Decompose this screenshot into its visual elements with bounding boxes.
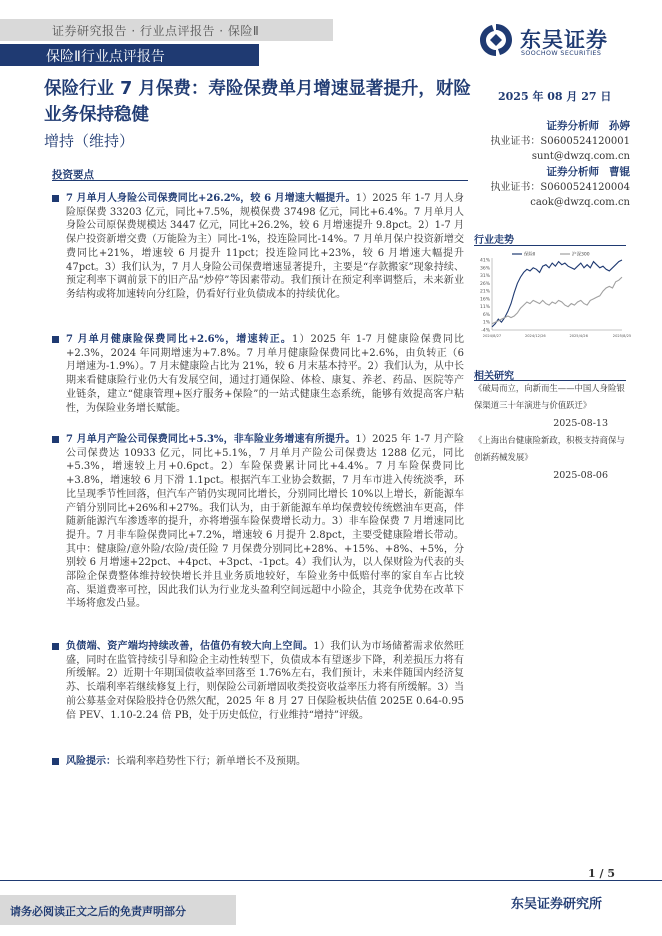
y-tick-label: 16%: [479, 297, 490, 303]
logo-text-en: SOOCHOW SECURITIES: [521, 50, 602, 57]
company-logo: [478, 22, 622, 58]
y-tick-label: 21%: [479, 289, 490, 295]
key-point: [52, 640, 464, 722]
related-report-date: 2025-08-13: [553, 418, 608, 429]
disclaimer: 请务必阅读正文之后的免责声明部分: [10, 905, 186, 918]
analyst-cert: 执业证书：S0600524120004: [490, 182, 630, 193]
key-point-lead: 7 月单月健康险保费同比+2.6%，增速转正。: [66, 334, 292, 345]
divider: [0, 880, 662, 881]
analyst-name: 曹锟: [609, 166, 630, 178]
legend-label: 沪深300: [572, 252, 590, 258]
analyst-role: 证券分析师 曹锟: [546, 166, 630, 178]
x-tick-label: 2025/8/25: [612, 334, 632, 338]
legend-label: 保险Ⅱ: [524, 252, 536, 258]
x-tick-label: 2025/4/26: [569, 334, 588, 338]
y-tick-label: -4%: [481, 328, 490, 334]
key-point-body: 1）2025 年 1-7 月人身险原保费 33203 亿元，同比+7.5%，规模保费 37498 亿元，同比+6.4%。7 月单月人身险公司原保费规模达 3447 亿元，同比+26.2%，较 6 月增速提升 9.8pct。2）1-7 月保户投资新增交费（万能险为主）同比-1%，投连险同比-14%。7 月单月保户投资新增交费同比+21%，增速较 6 月提升 11pct；投连险同比+23%，较 6 月增速大幅提升 47pct。3）我们认为，7 月人身险公司保费增速显著提升，主要是“存款搬家”现象持续、预定利率下调前景下的旧产品“炒停”等因素带动。我们预计在预定利率调整后，未来新业务结构或将加速转向分红险，仍看好行业负债成本的持续优化。: [66, 193, 464, 300]
key-point-lead: 7 月单月人身险公司保费同比+26.2%，较 6 月增速大幅提升。: [66, 193, 356, 204]
section-heading: 投资要点: [52, 169, 94, 181]
key-point-lead: 负债端、资产端均持续改善，估值仍有较大向上空间。: [66, 641, 314, 652]
risk-lead: 风险提示：: [66, 756, 116, 767]
page-number: 1 / 5: [588, 867, 615, 880]
x-tick-label: 2024/12/26: [524, 334, 546, 338]
report-type: 保险Ⅱ行业点评报告: [46, 49, 165, 65]
logo-mark-icon: [478, 22, 514, 58]
bullet-icon: [52, 758, 59, 765]
related-report-title[interactable]: 《上海出台健康险新政，积极支持商保与创新药械发展》: [474, 435, 625, 462]
logo-text: 东吴证券: [520, 28, 608, 52]
report-date: 2025 年 08 月 27 日: [498, 90, 612, 103]
bullet-icon: [52, 643, 59, 650]
analyst-role: 证券分析师 孙婷: [546, 120, 630, 132]
y-tick-label: 36%: [479, 266, 490, 272]
y-tick-label: 31%: [479, 274, 490, 280]
divider: [474, 245, 626, 246]
analyst-card: [480, 119, 630, 164]
y-tick-label: 41%: [479, 258, 490, 264]
analyst-email[interactable]: caok@dwzq.com.cn: [530, 197, 630, 208]
analyst-cert: 执业证书：S0600524120001: [490, 136, 630, 147]
bullet-icon: [52, 336, 59, 343]
risk-warning: [52, 755, 464, 769]
key-point-body: 1）2025 年 1-7 月健康险保费同比+2.3%，2024 年同期增速为+7.8%。7 月单月健康险保费同比+2.6%，由负转正（6 月增速为-1.9%）。7 月末健康险占比为 21%，较 6 月末基本持平。2）我们认为，从中长期来看健康险行业仍大有发展空间，通过打通保险、体检、康复、养老、药品、医院等产业链条，建立“健康管理+医疗服务+保险”的一站式健康生态系统，能够有效提高客户粘性，为保险业务增长赋能。: [66, 334, 465, 414]
bullet-icon: [52, 436, 59, 443]
trend-heading: 行业走势: [474, 235, 514, 246]
footer-org: 东吴证券研究所: [511, 897, 603, 912]
divider: [52, 180, 468, 181]
y-tick-label: 6%: [482, 312, 490, 318]
key-point: [52, 333, 464, 415]
industry-trend-chart: [474, 250, 632, 342]
y-tick-label: 26%: [479, 281, 490, 287]
key-point: [52, 433, 464, 611]
key-point: [52, 192, 464, 302]
y-tick-label: 1%: [482, 320, 490, 326]
breadcrumb-band: [0, 19, 333, 41]
related-report-title[interactable]: 《破局而立，向新而生——中国人身险银保渠道三十年演进与价值跃迁》: [474, 383, 625, 410]
disclaimer-band: [0, 895, 236, 925]
x-tick-label: 2024/8/27: [482, 334, 502, 338]
report-title: 保险行业 7 月保费：寿险保费单月增速显著提升，财险业务保持稳健: [44, 79, 471, 125]
y-tick-label: 11%: [479, 305, 490, 311]
bullet-icon: [52, 195, 59, 202]
related-heading: 相关研究: [474, 371, 514, 382]
report-type-band: [0, 44, 259, 66]
related-report-date: 2025-08-06: [553, 470, 608, 481]
rating: 增持（维持）: [44, 132, 135, 150]
key-point-body: 1）我们认为市场储蓄需求依然旺盛，同时在监管持续引导和险企主动性转型下，负债成本有望逐步下降，利差损压力将有所缓解。2）近期十年期国债收益率回落至 1.76%左右，我们预计，未来伴随国内经济复苏、长端利率若继续修复上行，则保险公司新增固收类投资收益率压力将有所缓解。3）当前公募基金对保险股持仓仍然欠配，2025 年 8 月 27 日保险板块估值 2025E 0.64-0.95 倍 PEV、1.10-2.24 倍 PB，处于历史低位，行业维持“增持”评级。: [66, 641, 464, 721]
key-point-body: 1）2025 年 1-7 月产险公司保费达 10933 亿元，同比+5.1%，7 月单月产险公司保费达 1288 亿元，同比+5.3%，增速较上月+0.6pct。2）车险保费累计同比+4.4%。7 月车险保费同比+3.8%，增速较 6 月下滑 1.1pct。根据汽车工业协会数据，7 月车市进入传统淡季，环比呈现季节性回落，但汽车产销仍实现同比增长，分别同比增长 10%以上增长，新能源车产销分别同比+26%和+27%。我们认为，由于新能源车单均保费较传统燃油车更高，伴随新能源汽车渗透率的提升，亦将增强车险保费增长动力。3）非车险保费 7 月增速同比提升。7 月非车险保费同比+7.2%，增速较 6 月提升 2.8pct，主要受健康险增长带动。其中：健康险/意外险/农险/责任险 7 月保费分别同比+28%、+15%、+8%、+5%，分别较 6 月增速+22pct、+4pct、+3pct、-1pct。4）我们认为，以人保财险为代表的头部险企保费整体维持较快增长并且业务质地较好，车险业务中低赔付率的家自车占比较高、渠道费率可控，因此我们认为行业龙头盈利空间远超中小险企，其竞争优势在改革下半场将愈发凸显。: [66, 434, 465, 610]
analyst-email[interactable]: sunt@dwzq.com.cn: [531, 151, 630, 162]
analyst-name: 孙婷: [609, 120, 630, 132]
key-point-lead: 7 月单月产险公司保费同比+5.3%，非车险业务增速有所提升。: [66, 434, 356, 445]
breadcrumb: 证券研究报告 · 行业点评报告 · 保险Ⅱ: [52, 24, 260, 38]
analyst-card: [480, 165, 630, 210]
risk-body: 长端利率趋势性下行；新单增长不及预期。: [116, 756, 306, 767]
